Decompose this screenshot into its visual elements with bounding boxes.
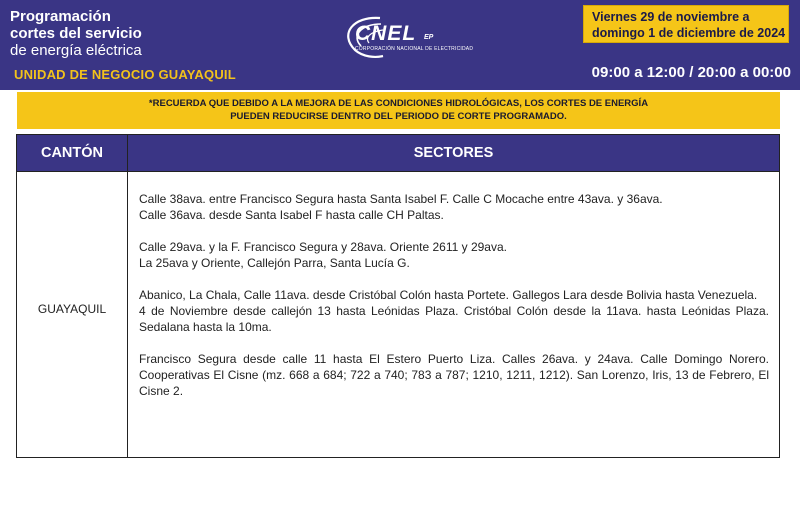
logo-subtitle: CORPORACIÓN NACIONAL DE ELECTRICIDAD	[355, 46, 474, 52]
logo-suffix: EP	[424, 34, 434, 41]
sector-group: Francisco Segura desde calle 11 hasta El Estero Puerto Liza. Calles 26ava. y 24ava. Calle Domingo Norero. Cooperativas El Cisne (mz. 668 a 684; 722 a 740; 783 a 787; 1210, 1211, 1212). San Lorenzo, Iris, 13 de Febrero, El Cisne 2.	[139, 352, 769, 398]
sector-group: Abanico, La Chala, Calle 11ava. desde Cristóbal Colón hasta Portete. Gallegos Lara desde Bolivia hasta Venezuela. 4 de Noviembre desde callejón 13 hasta Leónidas Plaza. Cristóbal Colón desde la 11ava. hasta Leónidas Plaza. Sedalana hasta la 10ma.	[139, 288, 769, 334]
logo-wordmark: CNEL	[355, 22, 417, 45]
column-header-sectores: SECTORES	[128, 135, 779, 171]
sector-group: Calle 29ava. y la F. Francisco Segura y 28ava. Oriente 2611 y 29ava. La 25ava y Oriente, Callejón Parra, Santa Lucía G.	[139, 240, 507, 270]
notice-line-2: PUEDEN REDUCIRSE DENTRO DEL PERIODO DE CORTE PROGRAMADO.	[230, 111, 567, 122]
sector-group: Calle 38ava. entre Francisco Segura hasta Santa Isabel F. Calle C Mocache entre 43ava. y 36ava. Calle 36ava. desde Santa Isabel F hasta calle CH Paltas.	[139, 192, 663, 222]
header-banner	[0, 0, 800, 90]
date-line-1: Viernes 29 de noviembre a	[592, 10, 750, 24]
time-range: 09:00 a 12:00 / 20:00 a 00:00	[591, 64, 791, 81]
title-line-1: Programación	[10, 8, 111, 25]
sectors-cell	[139, 191, 769, 399]
date-range-box	[583, 5, 789, 43]
title-line-3: de energía eléctrica	[10, 42, 142, 59]
business-unit-label: UNIDAD DE NEGOCIO GUAYAQUIL	[14, 67, 236, 82]
page-title	[10, 8, 142, 59]
title-line-2: cortes del servicio	[10, 25, 142, 42]
column-header-canton: CANTÓN	[17, 135, 127, 171]
canton-cell: GUAYAQUIL	[37, 302, 107, 316]
header-divider	[17, 171, 779, 172]
column-divider	[127, 135, 128, 457]
hydrology-notice	[17, 92, 780, 129]
date-line-2: domingo 1 de diciembre de 2024	[592, 26, 786, 40]
outage-table	[16, 134, 780, 458]
notice-line-1: *RECUERDA QUE DEBIDO A LA MEJORA DE LAS CONDICIONES HIDROLÓGICAS, LOS CORTES DE ENERGÍA	[148, 98, 649, 109]
